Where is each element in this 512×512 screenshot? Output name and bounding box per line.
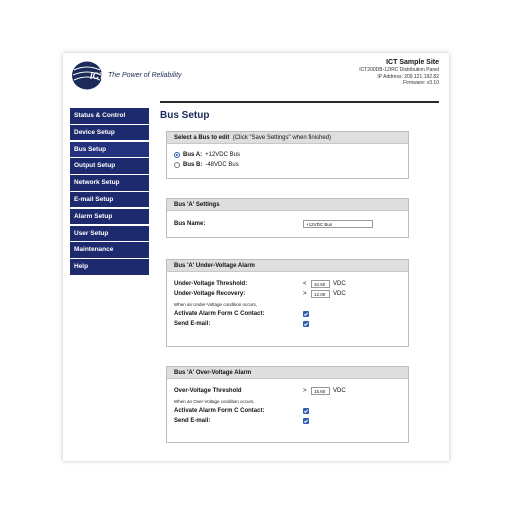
bus-a-value: +12VDC Bus: [205, 152, 240, 158]
tagline: The Power of Reliability: [108, 72, 182, 79]
over-voltage-email-checkbox[interactable]: [303, 418, 309, 424]
sidebar-item-email-setup[interactable]: E-mail Setup: [70, 192, 149, 208]
bus-settings-header: Bus 'A' Settings: [167, 199, 408, 211]
svg-text:ICT: ICT: [90, 71, 105, 81]
over-voltage-panel: [166, 366, 409, 443]
under-voltage-recovery-unit: VDC: [333, 291, 346, 297]
over-voltage-header: Bus 'A' Over-Voltage Alarm: [167, 367, 408, 379]
sidebar-item-status-control[interactable]: Status & Control: [70, 108, 149, 124]
sidebar-item-alarm-setup[interactable]: Alarm Setup: [70, 209, 149, 225]
over-voltage-alarm-label: Activate Alarm Form C Contact:: [174, 408, 265, 414]
bus-name-label: Bus Name:: [174, 221, 206, 227]
sidebar-item-device-setup[interactable]: Device Setup: [70, 125, 149, 141]
bus-a-name: Bus A:: [183, 152, 203, 158]
over-voltage-email-label: Send E-mail:: [174, 418, 211, 424]
over-voltage-note: When an Over-Voltage condition occurs,: [174, 399, 255, 404]
over-voltage-threshold-label: Over-Voltage Threshold: [174, 388, 242, 394]
site-title: ICT Sample Site: [386, 59, 439, 66]
sidebar-item-help[interactable]: Help: [70, 259, 149, 275]
under-voltage-email-checkbox[interactable]: [303, 321, 309, 327]
ict-logo-icon: [70, 60, 106, 91]
sidebar-item-network-setup[interactable]: Network Setup: [70, 175, 149, 191]
select-bus-hint: (Click "Save Settings" when finished): [232, 134, 332, 141]
select-bus-header: [167, 132, 408, 144]
bus-b-name: Bus B:: [183, 162, 203, 168]
under-voltage-header: Bus 'A' Under-Voltage Alarm: [167, 260, 408, 272]
under-voltage-threshold-label: Under-Voltage Threshold:: [174, 281, 248, 287]
header-divider: [160, 101, 439, 103]
select-bus-panel: [166, 131, 409, 179]
sidebar-item-maintenance[interactable]: Maintenance: [70, 242, 149, 258]
firmware-version: Firmware: v3.10: [403, 80, 439, 86]
bus-name-input[interactable]: +12VDC Bus: [303, 220, 373, 228]
bus-b-radio[interactable]: [174, 162, 180, 168]
under-voltage-recovery-label: Under-Voltage Recovery:: [174, 291, 246, 297]
bus-b-value: -48VDC Bus: [205, 162, 239, 168]
page-container: [63, 53, 449, 461]
bus-settings-panel: [166, 198, 409, 238]
sidebar-nav: [70, 108, 149, 276]
under-voltage-alarm-label: Activate Alarm Form C Contact:: [174, 311, 265, 317]
under-voltage-threshold-unit: VDC: [333, 281, 346, 287]
under-voltage-threshold-input[interactable]: 10.50: [311, 280, 330, 288]
sidebar-item-user-setup[interactable]: User Setup: [70, 226, 149, 242]
bus-a-radio[interactable]: [174, 152, 180, 158]
under-voltage-threshold-operator: <: [303, 281, 307, 287]
bus-a-option[interactable]: [174, 150, 401, 160]
under-voltage-alarm-checkbox[interactable]: [303, 311, 309, 317]
under-voltage-email-label: Send E-mail:: [174, 321, 211, 327]
device-model: ICT200DB-12IRC Distribution Panel: [359, 67, 439, 73]
sidebar-item-bus-setup[interactable]: Bus Setup: [70, 142, 149, 158]
under-voltage-recovery-input[interactable]: 12.00: [311, 290, 330, 298]
over-voltage-alarm-checkbox[interactable]: [303, 408, 309, 414]
over-voltage-threshold-input[interactable]: 15.60: [311, 387, 330, 395]
under-voltage-note: When an Under-Voltage condition occurs,: [174, 302, 258, 307]
under-voltage-panel: [166, 259, 409, 347]
select-bus-title: Select a Bus to edit: [174, 134, 230, 141]
page-title: Bus Setup: [160, 110, 210, 121]
over-voltage-threshold-operator: >: [303, 388, 307, 394]
under-voltage-recovery-operator: >: [303, 291, 307, 297]
ip-address: IP Address: 209.121.192.82: [377, 73, 439, 80]
site-info: [359, 59, 439, 87]
over-voltage-threshold-unit: VDC: [333, 388, 346, 394]
bus-b-option[interactable]: [174, 160, 401, 170]
sidebar-item-output-setup[interactable]: Output Setup: [70, 158, 149, 174]
